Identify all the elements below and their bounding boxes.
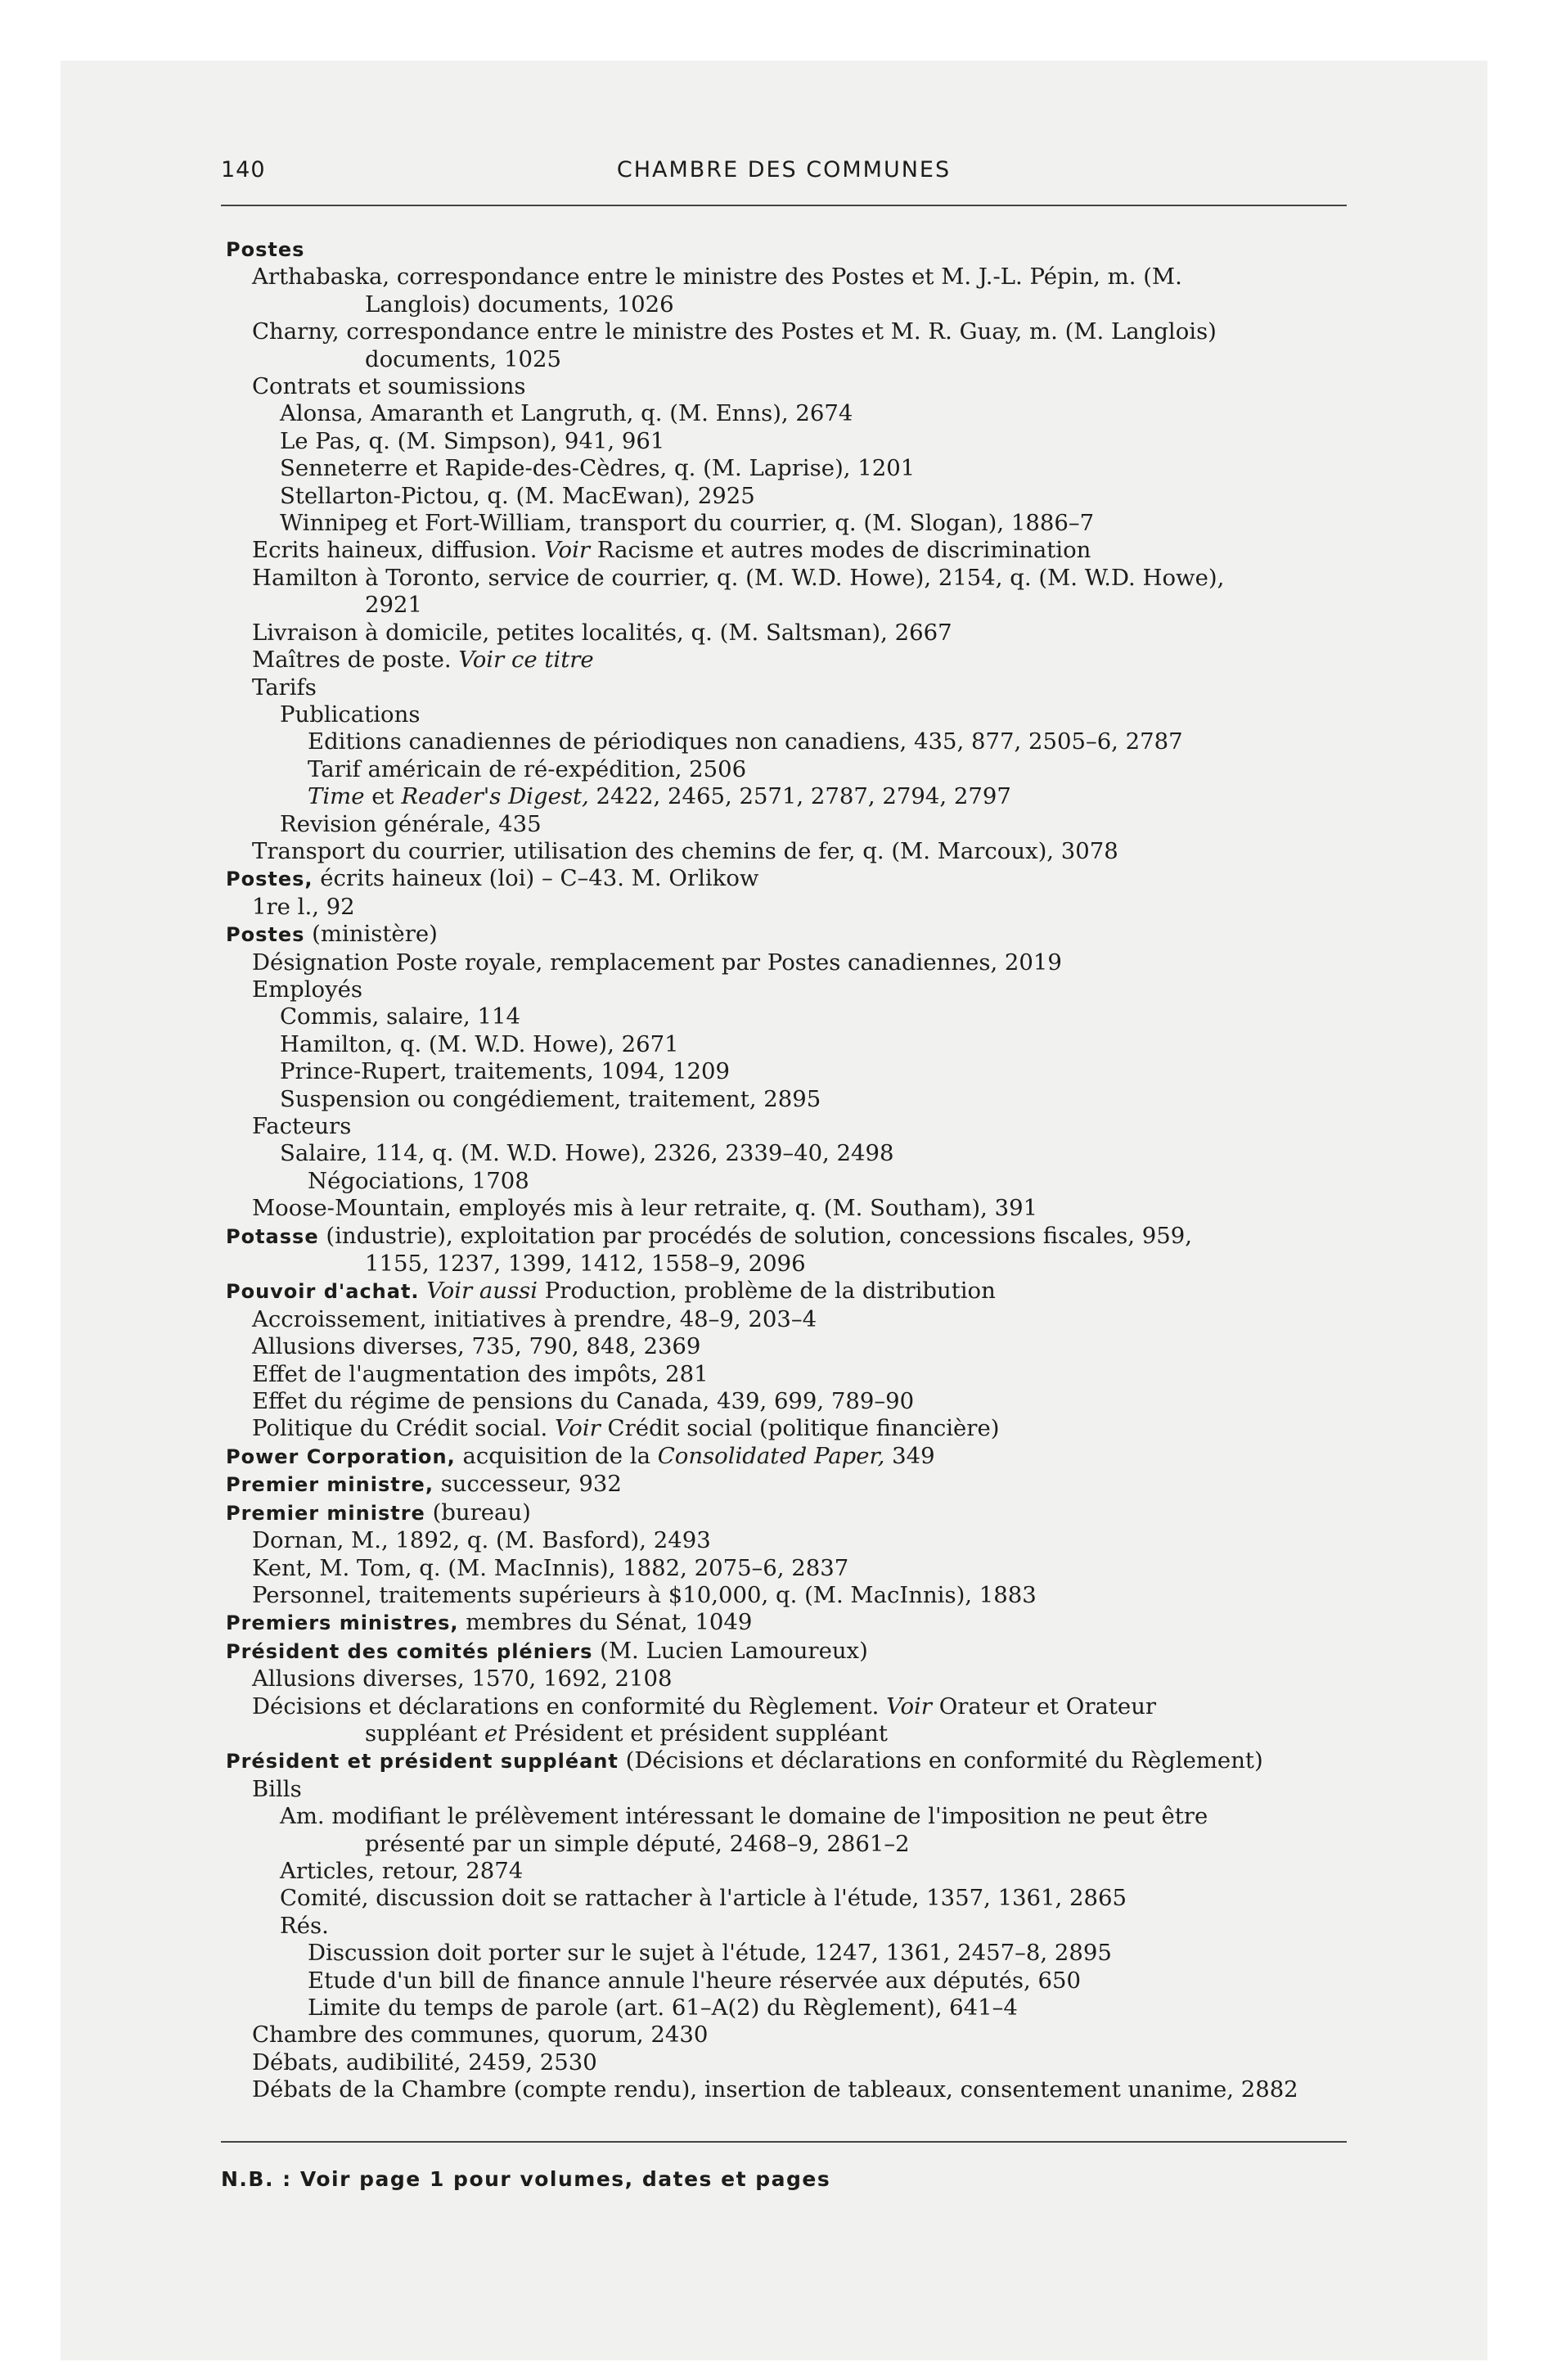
index-text: Comité, discussion doit se rattacher à l'article à l'étude, 1357, 1361, 2865 <box>280 1885 1127 1912</box>
index-text: (bureau) <box>425 1499 531 1526</box>
index-text: Commis, salaire, 114 <box>280 1003 521 1030</box>
index-italic-text: Voir ce titre <box>458 647 594 674</box>
index-text: 1re l., 92 <box>252 893 355 920</box>
index-text: Charny, correspondance entre le ministre des Postes et M. R. Guay, m. (M. Langlois) <box>252 318 1217 345</box>
index-text: Employés <box>252 976 363 1003</box>
index-heading: Postes <box>226 923 305 947</box>
index-text: Discussion doit porter sur le sujet à l'étude, 1247, 1361, 2457–8, 2895 <box>308 1940 1112 1967</box>
index-text: Salaire, 114, q. (M. W.D. Howe), 2326, 2339–40, 2498 <box>280 1140 894 1167</box>
index-text: Senneterre et Rapide-des-Cèdres, q. (M. Laprise), 1201 <box>280 455 916 482</box>
index-text: (ministère) <box>304 921 438 948</box>
index-subentry <box>226 1776 1355 1803</box>
index-subentry <box>226 894 1355 921</box>
index-heading: Pouvoir d'achat. <box>226 1280 420 1304</box>
index-heading: Président et président suppléant <box>226 1750 619 1774</box>
index-text: Orateur et Orateur <box>931 1693 1157 1720</box>
index-heading-entry <box>226 1223 1355 1251</box>
page-title: CHAMBRE DES COMMUNES <box>616 157 952 183</box>
index-subentry <box>226 373 1355 400</box>
index-text: et <box>364 783 402 810</box>
index-text: Contrats et soumissions <box>252 373 526 400</box>
index-text: Maîtres de poste. <box>252 647 459 674</box>
index-heading-entry <box>226 1443 1355 1471</box>
index-text: Editions canadiennes de périodiques non canadiens, 435, 877, 2505–6, 2787 <box>308 728 1183 755</box>
index-subentry <box>226 728 1355 755</box>
index-text: Effet de l'augmentation des impôts, 281 <box>252 1360 709 1387</box>
index-text: (Décisions et déclarations en conformité du Règlement) <box>618 1747 1263 1774</box>
index-text: Racisme et autres modes de discrimination <box>590 537 1091 564</box>
index-heading: Postes, <box>226 868 313 891</box>
index-entry-continuation <box>226 1720 1355 1747</box>
index-text: acquisition de la <box>455 1442 658 1469</box>
index-italic-text: et <box>484 1720 507 1747</box>
index-text: Allusions diverses, 735, 790, 848, 2369 <box>252 1333 701 1360</box>
index-subentry <box>226 264 1355 291</box>
index-entry-continuation <box>226 1831 1355 1858</box>
index-subentry <box>226 455 1355 482</box>
index-text: Hamilton, q. (M. W.D. Howe), 2671 <box>280 1030 679 1057</box>
index-text: Dornan, M., 1892, q. (M. Basford), 2493 <box>252 1527 711 1554</box>
index-text: présenté par un simple député, 2468–9, 2861–2 <box>365 1830 910 1857</box>
index-text: Etude d'un bill de finance annule l'heure réservée aux députés, 650 <box>308 1967 1082 1994</box>
index-text: Am. modifiant le prélèvement intéressant le domaine de l'imposition ne peut être <box>280 1803 1208 1830</box>
index-text: Arthabaska, correspondance entre le ministre des Postes et M. J.-L. Pépin, m. (M. <box>252 264 1182 291</box>
index-text: Ecrits haineux, diffusion. <box>252 537 545 564</box>
index-heading-entry <box>226 865 1355 893</box>
index-text: Accroissement, initiatives à prendre, 48–9, 203–4 <box>252 1305 817 1332</box>
index-subentry <box>226 1940 1355 1967</box>
index-text: 2422, 2465, 2571, 2787, 2794, 2797 <box>588 783 1011 810</box>
index-text: Publications <box>280 701 421 728</box>
index-subentry <box>226 1555 1355 1582</box>
index-subentry <box>226 620 1355 647</box>
index-text: Effet du régime de pensions du Canada, 439, 699, 789–90 <box>252 1388 915 1415</box>
index-subentry <box>226 1361 1355 1388</box>
index-text: Politique du Crédit social. <box>252 1415 555 1442</box>
index-text: Bills <box>252 1775 302 1802</box>
index-text: Transport du courrier, utilisation des chemins de fer, q. (M. Marcoux), 3078 <box>252 837 1118 864</box>
index-heading: Potasse <box>226 1224 319 1248</box>
index-text: Alonsa, Amaranth et Langruth, q. (M. Enns), 2674 <box>280 400 853 427</box>
index-subentry <box>226 756 1355 783</box>
index-italic-text: Voir <box>886 1693 932 1720</box>
index-text: Personnel, traitements supérieurs à $10,000, q. (M. MacInnis), 1883 <box>252 1581 1037 1608</box>
index-subentry <box>226 510 1355 537</box>
index-heading: Président des comités pléniers <box>226 1639 593 1663</box>
index-subentry <box>226 565 1355 592</box>
index-subentry <box>226 1333 1355 1360</box>
index-italic-text: Consolidated Paper, <box>657 1442 885 1469</box>
page-number: 140 <box>221 157 266 183</box>
index-heading: Premier ministre, <box>226 1473 434 1497</box>
index-subentry <box>226 1968 1355 1995</box>
index-heading: Postes <box>226 238 305 261</box>
index-text: Débats, audibilité, 2459, 2530 <box>252 2049 597 2076</box>
index-italic-text: Time <box>308 783 365 810</box>
index-heading: Premiers ministres, <box>226 1611 459 1635</box>
index-subentry <box>226 483 1355 510</box>
index-subentry <box>226 1058 1355 1085</box>
index-text: Décisions et déclarations en conformité du Règlement. <box>252 1693 887 1720</box>
index-italic-text: Voir aussi <box>426 1278 538 1305</box>
index-subentry <box>226 1693 1355 1720</box>
index-subentry <box>226 1582 1355 1609</box>
index-subentry <box>226 1885 1355 1912</box>
index-subentry <box>226 1995 1355 2022</box>
index-subentry <box>226 1666 1355 1693</box>
index-text: (industrie), exploitation par procédés de solution, concessions fiscales, 959, <box>318 1222 1192 1249</box>
index-text: Stellarton-Pictou, q. (M. MacEwan), 2925 <box>280 482 755 509</box>
index-heading-entry <box>226 1747 1355 1775</box>
index-text: Prince-Rupert, traitements, 1094, 1209 <box>280 1058 730 1085</box>
index-entry-continuation <box>226 291 1355 318</box>
index-text: Kent, M. Tom, q. (M. MacInnis), 1882, 2075–6, 2837 <box>252 1554 849 1581</box>
index-subentry <box>226 2022 1355 2049</box>
index-text: Articles, retour, 2874 <box>280 1857 524 1884</box>
index-italic-text: Reader's Digest, <box>401 783 589 810</box>
index-text: Chambre des communes, quorum, 2430 <box>252 2022 709 2049</box>
index-text: Crédit social (politique financière) <box>600 1415 1000 1442</box>
index-text: Désignation Poste royale, remplacement par Postes canadiennes, 2019 <box>252 949 1062 976</box>
index-entry-continuation <box>226 346 1355 373</box>
index-subentry <box>226 1003 1355 1030</box>
index-subentry <box>226 1086 1355 1113</box>
index-text: Allusions diverses, 1570, 1692, 2108 <box>252 1666 673 1693</box>
index-heading-entry <box>226 1609 1355 1637</box>
index-subentry <box>226 1803 1355 1830</box>
index-heading-entry <box>226 1278 1355 1305</box>
index-heading: Power Corporation, <box>226 1445 456 1468</box>
index-subentry <box>226 1113 1355 1140</box>
index-text: Tarif américain de ré-expédition, 2506 <box>308 755 747 782</box>
index-text: 349 <box>884 1442 935 1469</box>
index-subentry <box>226 1858 1355 1885</box>
index-text: Langlois) documents, 1026 <box>365 291 674 318</box>
index-text: 2921 <box>365 592 422 619</box>
index-subentry <box>226 647 1355 674</box>
index-text: Tarifs <box>252 674 317 701</box>
index-text: écrits haineux (loi) – C–43. M. Orlikow <box>313 865 759 892</box>
index-text: Le Pas, q. (M. Simpson), 941, 961 <box>280 427 665 454</box>
index-entry-continuation <box>226 592 1355 619</box>
index-subentry <box>226 783 1355 810</box>
index-text <box>420 1278 427 1304</box>
index-subentry <box>226 2076 1355 2103</box>
index-subentry <box>226 1195 1355 1222</box>
index-heading-entry <box>226 1471 1355 1499</box>
index-subentry <box>226 318 1355 345</box>
index-text: Facteurs <box>252 1113 352 1139</box>
index-text: Négociations, 1708 <box>308 1167 529 1194</box>
index-text: Production, problème de la distribution <box>538 1278 996 1305</box>
index-text: (M. Lucien Lamoureux) <box>592 1637 868 1664</box>
index-entries <box>226 236 1355 2104</box>
index-subentry <box>226 811 1355 838</box>
index-heading-entry <box>226 1638 1355 1666</box>
index-text: suppléant <box>365 1720 484 1747</box>
index-text: Moose-Mountain, employés mis à leur retraite, q. (M. Southam), 391 <box>252 1195 1038 1222</box>
index-text: documents, 1025 <box>365 345 561 372</box>
index-text: Revision générale, 435 <box>280 810 542 837</box>
index-text: Suspension ou congédiement, traitement, 2895 <box>280 1085 821 1112</box>
index-subentry <box>226 701 1355 728</box>
index-text: Winnipeg et Fort-William, transport du courrier, q. (M. Slogan), 1886–7 <box>280 510 1095 537</box>
index-subentry <box>226 2049 1355 2076</box>
footer-note: N.B. : Voir page 1 pour volumes, dates et pages <box>221 2167 831 2191</box>
index-text: Limite du temps de parole (art. 61–A(2) du Règlement), 641–4 <box>308 1995 1018 2021</box>
index-text: Débats de la Chambre (compte rendu), insertion de tableaux, consentement unanime, 2882 <box>252 2076 1298 2103</box>
index-subentry <box>226 976 1355 1003</box>
header-divider <box>221 205 1347 206</box>
index-subentry <box>226 1913 1355 1940</box>
index-entry-continuation <box>226 1251 1355 1278</box>
index-text: Livraison à domicile, petites localités, q. (M. Saltsman), 2667 <box>252 619 952 646</box>
index-subentry <box>226 1031 1355 1058</box>
index-heading: Premier ministre <box>226 1501 425 1525</box>
index-italic-text: Voir <box>544 537 591 564</box>
index-subentry <box>226 400 1355 427</box>
index-text: Hamilton à Toronto, service de courrier, q. (M. W.D. Howe), 2154, q. (M. W.D. Howe), <box>252 564 1225 591</box>
index-heading-entry <box>226 236 1355 264</box>
index-subentry <box>226 1140 1355 1167</box>
index-text: 1155, 1237, 1399, 1412, 1558–9, 2096 <box>365 1251 806 1278</box>
index-text: Rés. <box>280 1912 329 1939</box>
index-text: membres du Sénat, 1049 <box>458 1609 753 1636</box>
index-subentry <box>226 537 1355 564</box>
index-italic-text: Voir <box>554 1415 601 1442</box>
index-text: Président et président suppléant <box>506 1720 888 1747</box>
index-subentry <box>226 1168 1355 1195</box>
index-subentry <box>226 1388 1355 1415</box>
index-subentry <box>226 838 1355 865</box>
index-subentry <box>226 1527 1355 1554</box>
footer-divider <box>221 2141 1347 2143</box>
index-subentry <box>226 674 1355 701</box>
index-subentry <box>226 1415 1355 1442</box>
index-subentry <box>226 428 1355 455</box>
index-text: successeur, 932 <box>433 1471 622 1498</box>
index-subentry <box>226 949 1355 976</box>
index-subentry <box>226 1306 1355 1333</box>
index-heading-entry <box>226 1499 1355 1527</box>
index-heading-entry <box>226 921 1355 949</box>
page-header <box>221 157 1347 190</box>
